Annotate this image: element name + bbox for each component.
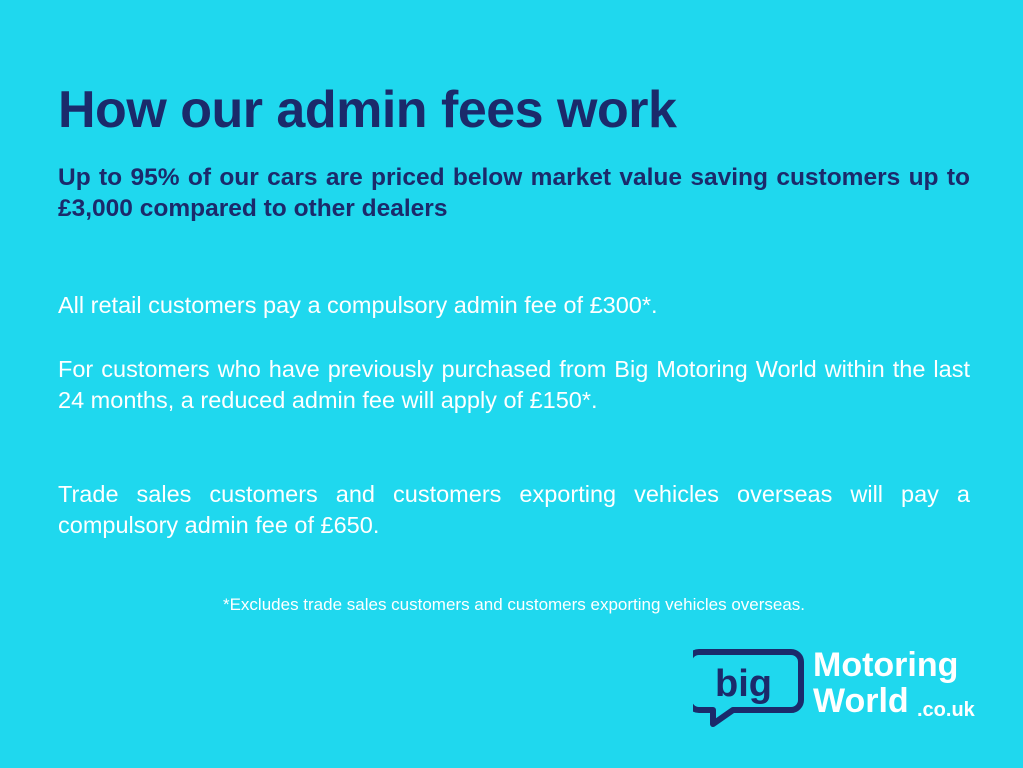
logo-wordmark — [813, 646, 976, 721]
speech-bubble-icon — [693, 652, 801, 724]
page-title: How our admin fees work — [58, 81, 677, 139]
svg-text:big: big — [715, 663, 772, 705]
big-motoring-world-logo — [693, 638, 978, 728]
paragraph-retail-fee: All retail customers pay a compulsory admin fee of £300*. — [58, 292, 658, 318]
paragraph-returning-customer-fee: For customers who have previously purchased from Big Motoring World within the last 24 months, a reduced admin fee will apply of £150*. — [58, 356, 970, 414]
svg-text:World: World — [813, 682, 909, 720]
svg-text:.co.uk: .co.uk — [917, 699, 975, 721]
svg-text:Motoring: Motoring — [813, 646, 959, 684]
footnote: *Excludes trade sales customers and customers exporting vehicles overseas. — [222, 595, 806, 614]
paragraph-trade-export-fee: Trade sales customers and customers exporting vehicles overseas will pay a compulsory admin fee of £650. — [58, 481, 970, 539]
subheading: Up to 95% of our cars are priced below market value saving customers up to £3,000 compared to other dealers — [58, 164, 970, 223]
